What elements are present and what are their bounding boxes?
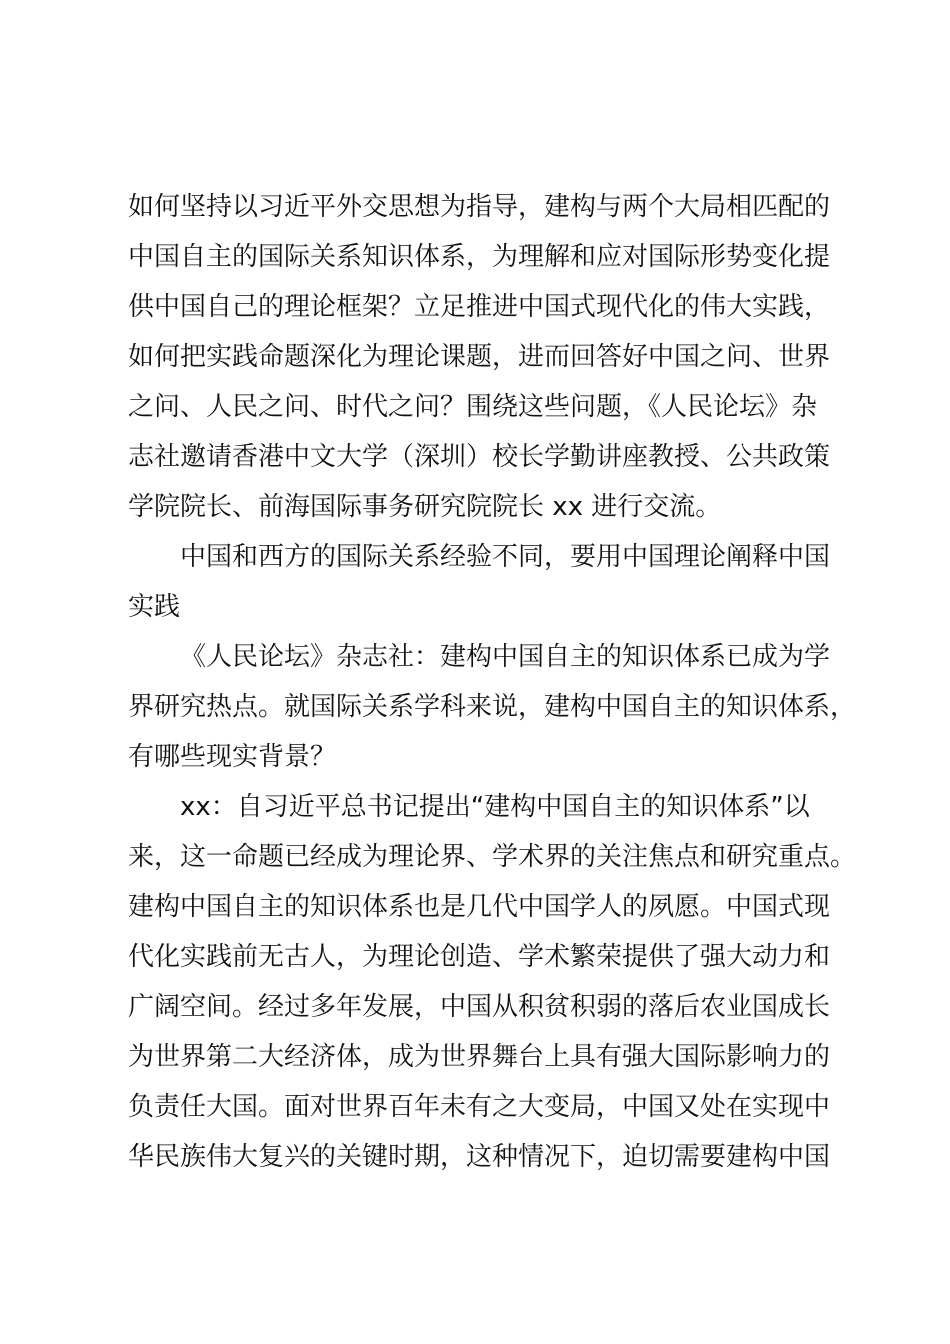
text-line: 如何坚持以习近平外交思想为指导，建构与两个大局相匹配的 [128,192,831,222]
answer-line: 来，这一命题已经成为理论界、学术界的关注焦点和研究重点。 [128,842,857,872]
question-line: 有哪些现实背景？ [128,742,337,772]
text-line: 如何把实践命题深化为理论课题，进而回答好中国之问、世界 [128,342,831,372]
answer-line: xx：自习近平总书记提出“建构中国自主的知识体系”以 [180,792,810,822]
section-heading-line: 实践 [128,592,181,622]
text-line: 志社邀请香港中文大学（深圳）校长学勤讲座教授、公共政策 [128,442,831,472]
answer-line: 建构中国自主的知识体系也是几代中国学人的夙愿。中国式现 [128,892,831,922]
question-line: 界研究热点。就国际关系学科来说，建构中国自主的知识体系， [128,692,857,722]
text-line: 学院院长、前海国际事务研究院院长 xx 进行交流。 [128,492,722,522]
answer-line: 广阔空间。经过多年发展，中国从积贫积弱的落后农业国成长 [128,992,831,1022]
answer-line: 代化实践前无古人，为理论创造、学术繁荣提供了强大动力和 [128,942,831,972]
text-line: 之问、人民之问、时代之问？围绕这些问题，《人民论坛》杂 [128,392,818,422]
answer-line: 华民族伟大复兴的关键时期，这种情况下，迫切需要建构中国 [128,1142,831,1172]
question-line: 《人民论坛》杂志社：建构中国自主的知识体系已成为学 [180,642,831,672]
section-heading-line: 中国和西方的国际关系经验不同，要用中国理论阐释中国 [180,542,831,572]
text-line: 中国自主的国际关系知识体系，为理解和应对国际形势变化提 [128,242,831,272]
answer-line: 为世界第二大经济体，成为世界舞台上具有强大国际影响力的 [128,1042,831,1072]
text-line: 供中国自己的理论框架？立足推进中国式现代化的伟大实践， [128,292,831,322]
document-body [128,182,857,1182]
answer-line: 负责任大国。面对世界百年未有之大变局，中国又处在实现中 [128,1092,831,1122]
